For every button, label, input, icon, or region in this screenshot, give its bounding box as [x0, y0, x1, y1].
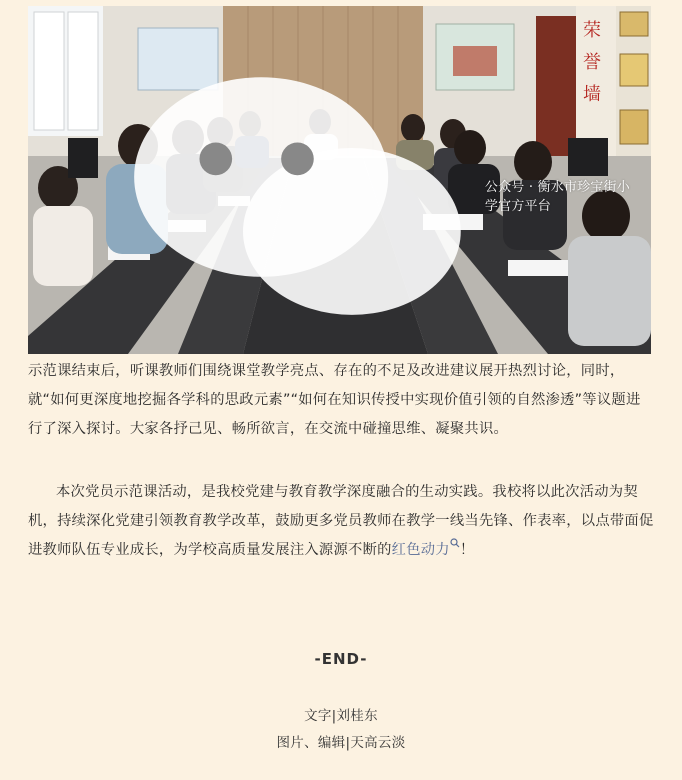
end-mark: -END- [314, 650, 368, 668]
watermark [116, 50, 633, 340]
svg-text:誉: 誉 [583, 52, 601, 73]
svg-text:荣: 荣 [583, 20, 601, 41]
meeting-photo[interactable] [28, 6, 651, 354]
keyword-link-text[interactable]: 红色动力 [391, 542, 450, 558]
credit-text: 文字|刘桂东 [304, 708, 378, 724]
article-paragraph-2 [28, 478, 654, 565]
article-paragraph-1: 示范课结束后，听课教师们围绕课堂教学亮点、存在的不足及改进建议展开热烈讨论，同时，就“如何更深度地挖掘各学科的思政元素”“如何在知识传授中实现价值引领的自然渗透”等议题进行了深入探讨。大家各抒己见、畅所欲言，在交流中碰撞思维、凝聚共识。 [28, 363, 641, 437]
keyword-link[interactable] [392, 542, 460, 558]
wechat-icon [116, 50, 479, 340]
search-icon[interactable] [450, 538, 460, 548]
paragraph-2-text: 本次党员示范课活动，是我校党建与教育教学深度融合的生动实践。我校将以此次活动为契机，持续深化党建引领教育教学改革，鼓励更多党员教师在教学一线当先锋、作表率，以点带面促进教师队伍专业成长，为学校高质量发展注入源源不断的 [28, 484, 654, 558]
svg-text:墙: 墙 [583, 84, 601, 105]
paragraph-2-ending: ！ [459, 542, 475, 558]
watermark-text: 公众号 · 衡水市珍宝街小学官方平台 [484, 179, 630, 214]
credit-editor: 图片、编辑|天高云淡 [276, 735, 406, 751]
